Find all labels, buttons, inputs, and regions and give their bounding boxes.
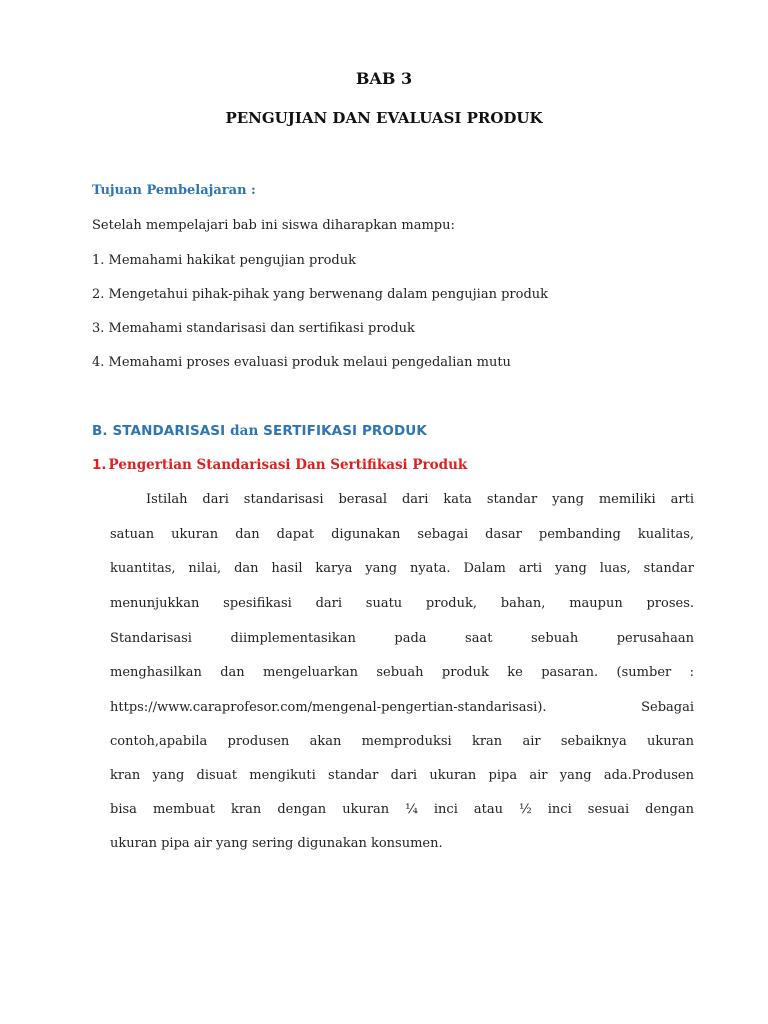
objective-item-1: 1. Memahami hakikat pengujian produk xyxy=(92,253,356,268)
paragraph-line-3: kuantitas, nilai, dan hasil karya yang nyata. Dalam arti yang luas, standar xyxy=(110,561,694,576)
section-heading-part3: SERTIFIKASI PRODUK xyxy=(258,423,427,439)
subsection-title: Pengertian Standarisasi Dan Sertifikasi Produk xyxy=(108,457,468,473)
paragraph-line-9: kran yang disuat mengikuti standar dari ukuran pipa air yang ada.Produsen xyxy=(110,768,694,783)
objective-item-4: 4. Memahami proses evaluasi produk melaui pengedalian mutu xyxy=(92,355,511,370)
paragraph-line-4: menunjukkan spesifikasi dari suatu produk, bahan, maupun proses. xyxy=(110,596,694,611)
chapter-number: BAB 3 xyxy=(355,69,413,88)
section-heading-part1: STANDARISASI xyxy=(112,423,231,439)
paragraph-line-2: satuan ukuran dan dapat digunakan sebagai dasar pembanding kualitas, xyxy=(110,527,694,542)
objectives-heading: Tujuan Pembelajaran : xyxy=(92,183,256,198)
paragraph-line-11: ukuran pipa air yang sering digunakan konsumen. xyxy=(110,836,443,851)
paragraph-line-8: contoh,apabila produsen akan memproduksi kran air sebaiknya ukuran xyxy=(110,734,694,749)
paragraph-line-5: Standarisasi diimplementasikan pada saat sebuah perusahaan xyxy=(110,631,694,646)
paragraph-line-10: bisa membuat kran dengan ukuran ¼ inci atau ½ inci sesuai dengan xyxy=(110,802,694,817)
objectives-intro: Setelah mempelajari bab ini siswa diharapkan mampu: xyxy=(92,218,455,233)
paragraph-line-6: menghasilkan dan mengeluarkan sebuah produk ke pasaran. (sumber : xyxy=(110,665,694,680)
subsection-number: 1. xyxy=(92,457,107,473)
section-heading-part2: dan xyxy=(230,423,259,439)
section-heading xyxy=(92,423,427,439)
objective-item-3: 3. Memahami standarisasi dan sertifikasi produk xyxy=(92,321,415,336)
subsection-heading xyxy=(92,457,467,473)
objective-item-2: 2. Mengetahui pihak-pihak yang berwenang dalam pengujian produk xyxy=(92,287,549,302)
paragraph-line-1: Istilah dari standarisasi berasal dari kata standar yang memiliki arti xyxy=(146,492,694,507)
chapter-title: PENGUJIAN DAN EVALUASI PRODUK xyxy=(225,109,543,127)
paragraph-line-7: https://www.caraprofesor.com/mengenal-pengertian-standarisasi). Sebagai xyxy=(110,700,694,715)
section-label: B. xyxy=(92,423,108,439)
